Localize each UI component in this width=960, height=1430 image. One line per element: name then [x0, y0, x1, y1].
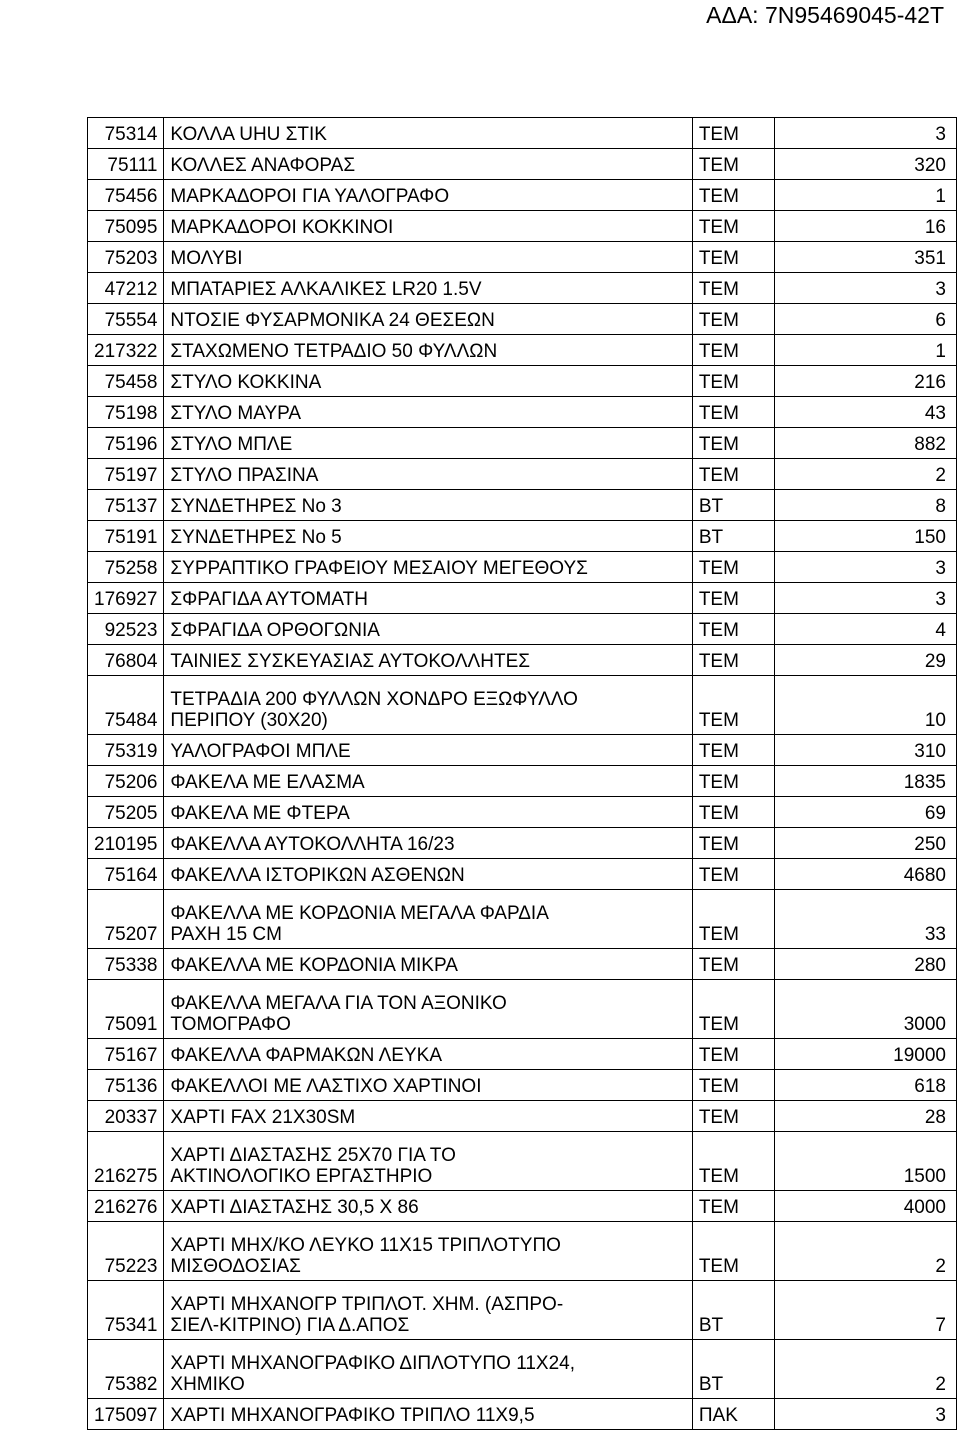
item-quantity-cell: 250 [775, 828, 957, 859]
item-description-cell: ΜΠΑΤΑΡΙΕΣ ΑΛΚΑΛΙΚΕΣ LR20 1.5V [164, 273, 692, 304]
item-code-cell: 75198 [88, 397, 164, 428]
table-row [88, 1191, 957, 1222]
item-description-cell: ΣΥΝΔΕΤΗΡΕΣ Νο 3 [164, 490, 692, 521]
item-quantity-cell: 310 [775, 735, 957, 766]
item-code-cell: 75458 [88, 366, 164, 397]
item-code-cell: 20337 [88, 1101, 164, 1132]
item-quantity-cell: 33 [775, 890, 957, 949]
item-description-cell: ΣΦΡΑΓΙΔΑ ΟΡΘΟΓΩΝΙΑ [164, 614, 692, 645]
item-unit-cell: ΤΕΜ [692, 645, 775, 676]
item-quantity-cell: 3 [775, 273, 957, 304]
item-description-cell: ΜΑΡΚΑΔΟΡΟΙ ΓΙΑ ΥΑΛΟΓΡΑΦΟ [164, 180, 692, 211]
table-row [88, 304, 957, 335]
item-unit-cell: ΤΕΜ [692, 118, 775, 149]
table-row [88, 676, 957, 735]
table-row [88, 583, 957, 614]
item-code-cell: 75196 [88, 428, 164, 459]
item-description-cell: ΦΑΚΕΛΑ ΜΕ ΕΛΑΣΜΑ [164, 766, 692, 797]
item-description-cell: ΧΑΡΤΙ FAX 21X30SM [164, 1101, 692, 1132]
item-code-cell: 75206 [88, 766, 164, 797]
table-row [88, 397, 957, 428]
item-description-cell: ΣΥΝΔΕΤΗΡΕΣ Νο 5 [164, 521, 692, 552]
table-row [88, 949, 957, 980]
table-row [88, 890, 957, 949]
item-description-cell: ΝΤΟΣΙΕ ΦΥΣΑΡΜΟΝΙΚΑ 24 ΘΕΣΕΩΝ [164, 304, 692, 335]
item-description-cell: ΜΑΡΚΑΔΟΡΟΙ ΚΟΚΚΙΝΟΙ [164, 211, 692, 242]
items-table [87, 117, 957, 1430]
table-row [88, 366, 957, 397]
table-row [88, 428, 957, 459]
item-unit-cell: ΤΕΜ [692, 614, 775, 645]
item-quantity-cell: 4000 [775, 1191, 957, 1222]
item-quantity-cell: 618 [775, 1070, 957, 1101]
item-description-cell: ΧΑΡΤΙ ΜΗΧ/ΚΟ ΛΕΥΚΟ 11Χ15 ΤΡΙΠΛΟΤΥΠΟ ΜΙΣΘΟΔΟΣΙΑΣ [164, 1222, 692, 1281]
table-row [88, 1399, 957, 1430]
item-quantity-cell: 43 [775, 397, 957, 428]
item-description-cell: ΦΑΚΕΛΛΑ ΑΥΤΟΚΟΛΛΗΤΑ 16/23 [164, 828, 692, 859]
item-unit-cell: ΤΕΜ [692, 676, 775, 735]
item-quantity-cell: 150 [775, 521, 957, 552]
table-row [88, 1070, 957, 1101]
table-row [88, 1281, 957, 1340]
item-code-cell: 75191 [88, 521, 164, 552]
items-table-body [88, 118, 957, 1430]
table-row [88, 859, 957, 890]
item-description-cell: ΧΑΡΤΙ ΜΗΧΑΝΟΓΡΑΦΙΚΟ ΔΙΠΛΟΤΥΠΟ 11Χ24, ΧΗΜΙΚΟ [164, 1340, 692, 1399]
item-quantity-cell: 29 [775, 645, 957, 676]
item-description-cell: ΦΑΚΕΛΛΑ ΜΕΓΑΛΑ ΓΙΑ ΤΟΝ ΑΞΟΝΙΚΟ ΤΟΜΟΓΡΑΦΟ [164, 980, 692, 1039]
item-unit-cell: ΤΕΜ [692, 397, 775, 428]
item-description-cell: ΚΟΛΛΕΣ ΑΝΑΦΟΡΑΣ [164, 149, 692, 180]
item-unit-cell: ΤΕΜ [692, 1039, 775, 1070]
table-row [88, 1039, 957, 1070]
item-code-cell: 47212 [88, 273, 164, 304]
item-quantity-cell: 8 [775, 490, 957, 521]
item-unit-cell: ΒΤ [692, 1281, 775, 1340]
item-quantity-cell: 3000 [775, 980, 957, 1039]
item-code-cell: 175097 [88, 1399, 164, 1430]
table-row [88, 211, 957, 242]
item-description-cell: ΦΑΚΕΛΛΑ ΜΕ ΚΟΡΔΟΝΙΑ ΜΕΓΑΛΑ ΦΑΡΔΙΑ ΡΑΧΗ 15 CM [164, 890, 692, 949]
item-quantity-cell: 6 [775, 304, 957, 335]
item-code-cell: 75338 [88, 949, 164, 980]
item-unit-cell: ΤΕΜ [692, 180, 775, 211]
table-row [88, 490, 957, 521]
item-description-cell: ΣΤΑΧΩΜΕΝΟ ΤΕΤΡΑΔΙΟ 50 ΦΥΛΛΩΝ [164, 335, 692, 366]
item-unit-cell: ΤΕΜ [692, 242, 775, 273]
table-row [88, 828, 957, 859]
item-code-cell: 210195 [88, 828, 164, 859]
table-row [88, 335, 957, 366]
item-description-cell: ΣΤΥΛΟ ΠΡΑΣΙΝΑ [164, 459, 692, 490]
table-row [88, 1132, 957, 1191]
item-quantity-cell: 4 [775, 614, 957, 645]
item-code-cell: 75167 [88, 1039, 164, 1070]
table-row [88, 645, 957, 676]
item-description-cell: ΧΑΡΤΙ ΜΗΧΑΝΟΓΡ ΤΡΙΠΛΟΤ. ΧΗΜ. (ΑΣΠΡΟ- ΣΙΕΛ-ΚΙΤΡΙΝΟ) ΓΙΑ Δ.ΑΠΟΣ [164, 1281, 692, 1340]
item-quantity-cell: 351 [775, 242, 957, 273]
item-unit-cell: ΤΕΜ [692, 149, 775, 180]
table-row [88, 149, 957, 180]
item-quantity-cell: 2 [775, 1340, 957, 1399]
item-quantity-cell: 320 [775, 149, 957, 180]
item-code-cell: 75456 [88, 180, 164, 211]
item-code-cell: 75341 [88, 1281, 164, 1340]
item-quantity-cell: 10 [775, 676, 957, 735]
item-unit-cell: ΤΕΜ [692, 828, 775, 859]
item-description-cell: ΥΑΛΟΓΡΑΦΟΙ ΜΠΛΕ [164, 735, 692, 766]
item-description-cell: ΦΑΚΕΛΑ ΜΕ ΦΤΕΡΑ [164, 797, 692, 828]
item-unit-cell: ΤΕΜ [692, 428, 775, 459]
item-code-cell: 75164 [88, 859, 164, 890]
item-quantity-cell: 7 [775, 1281, 957, 1340]
item-unit-cell: ΤΕΜ [692, 1222, 775, 1281]
item-code-cell: 75197 [88, 459, 164, 490]
item-quantity-cell: 882 [775, 428, 957, 459]
item-code-cell: 75314 [88, 118, 164, 149]
item-unit-cell: ΤΕΜ [692, 1070, 775, 1101]
table-row [88, 273, 957, 304]
item-description-cell: ΧΑΡΤΙ ΜΗΧΑΝΟΓΡΑΦΙΚΟ ΤΡΙΠΛΟ 11Χ9,5 [164, 1399, 692, 1430]
item-quantity-cell: 3 [775, 118, 957, 149]
item-description-cell: ΦΑΚΕΛΛΑ ΙΣΤΟΡΙΚΩΝ ΑΣΘΕΝΩΝ [164, 859, 692, 890]
table-row [88, 552, 957, 583]
item-description-cell: ΣΤΥΛΟ ΜΠΛΕ [164, 428, 692, 459]
item-quantity-cell: 4680 [775, 859, 957, 890]
item-quantity-cell: 1500 [775, 1132, 957, 1191]
item-code-cell: 75205 [88, 797, 164, 828]
item-unit-cell: ΤΕΜ [692, 335, 775, 366]
item-unit-cell: ΤΕΜ [692, 1191, 775, 1222]
item-quantity-cell: 216 [775, 366, 957, 397]
item-unit-cell: ΤΕΜ [692, 366, 775, 397]
item-code-cell: 75207 [88, 890, 164, 949]
item-quantity-cell: 2 [775, 1222, 957, 1281]
item-unit-cell: ΒΤ [692, 521, 775, 552]
item-unit-cell: ΤΕΜ [692, 1101, 775, 1132]
item-description-cell: ΧΑΡΤΙ ΔΙΑΣΤΑΣΗΣ 30,5 Χ 86 [164, 1191, 692, 1222]
item-unit-cell: ΒΤ [692, 490, 775, 521]
item-unit-cell: ΠΑΚ [692, 1399, 775, 1430]
item-code-cell: 216275 [88, 1132, 164, 1191]
item-unit-cell: ΤΕΜ [692, 797, 775, 828]
item-unit-cell: ΤΕΜ [692, 552, 775, 583]
table-row [88, 242, 957, 273]
item-unit-cell: ΤΕΜ [692, 949, 775, 980]
item-quantity-cell: 1 [775, 335, 957, 366]
item-quantity-cell: 1 [775, 180, 957, 211]
item-description-cell: ΤΑΙΝΙΕΣ ΣΥΣΚΕΥΑΣΙΑΣ ΑΥΤΟΚΟΛΛΗΤΕΣ [164, 645, 692, 676]
table-row [88, 1222, 957, 1281]
item-code-cell: 75095 [88, 211, 164, 242]
table-row [88, 766, 957, 797]
item-description-cell: ΧΑΡΤΙ ΔΙΑΣΤΑΣΗΣ 25Χ70 ΓΙΑ ΤΟ ΑΚΤΙΝΟΛΟΓΙΚΟ ΕΡΓΑΣΤΗΡΙΟ [164, 1132, 692, 1191]
table-row [88, 797, 957, 828]
item-code-cell: 75137 [88, 490, 164, 521]
item-description-cell: ΤΕΤΡΑΔΙΑ 200 ΦΥΛΛΩΝ ΧΟΝΔΡΟ ΕΞΩΦΥΛΛΟ ΠΕΡΙΠΟΥ (30Χ20) [164, 676, 692, 735]
item-unit-cell: ΤΕΜ [692, 583, 775, 614]
item-description-cell: ΦΑΚΕΛΛΑ ΜΕ ΚΟΡΔΟΝΙΑ ΜΙΚΡΑ [164, 949, 692, 980]
item-code-cell: 75136 [88, 1070, 164, 1101]
item-quantity-cell: 28 [775, 1101, 957, 1132]
item-unit-cell: ΒΤ [692, 1340, 775, 1399]
item-unit-cell: ΤΕΜ [692, 890, 775, 949]
item-unit-cell: ΤΕΜ [692, 211, 775, 242]
item-description-cell: ΦΑΚΕΛΛΑ ΦΑΡΜΑΚΩΝ ΛΕΥΚΑ [164, 1039, 692, 1070]
table-row [88, 735, 957, 766]
item-description-cell: ΚΟΛΛΑ UHU ΣΤΙΚ [164, 118, 692, 149]
item-code-cell: 75203 [88, 242, 164, 273]
item-quantity-cell: 280 [775, 949, 957, 980]
table-row [88, 980, 957, 1039]
item-code-cell: 92523 [88, 614, 164, 645]
item-quantity-cell: 16 [775, 211, 957, 242]
item-code-cell: 76804 [88, 645, 164, 676]
item-code-cell: 75091 [88, 980, 164, 1039]
item-code-cell: 75484 [88, 676, 164, 735]
table-row [88, 1340, 957, 1399]
item-quantity-cell: 2 [775, 459, 957, 490]
table-row [88, 521, 957, 552]
item-code-cell: 217322 [88, 335, 164, 366]
table-row [88, 1101, 957, 1132]
item-quantity-cell: 69 [775, 797, 957, 828]
item-unit-cell: ΤΕΜ [692, 1132, 775, 1191]
item-quantity-cell: 3 [775, 1399, 957, 1430]
item-unit-cell: ΤΕΜ [692, 304, 775, 335]
item-code-cell: 75223 [88, 1222, 164, 1281]
item-code-cell: 216276 [88, 1191, 164, 1222]
item-unit-cell: ΤΕΜ [692, 859, 775, 890]
table-row [88, 459, 957, 490]
item-unit-cell: ΤΕΜ [692, 766, 775, 797]
item-description-cell: ΣΦΡΑΓΙΔΑ ΑΥΤΟΜΑΤΗ [164, 583, 692, 614]
item-unit-cell: ΤΕΜ [692, 735, 775, 766]
item-quantity-cell: 3 [775, 552, 957, 583]
item-code-cell: 75554 [88, 304, 164, 335]
item-code-cell: 176927 [88, 583, 164, 614]
item-quantity-cell: 1835 [775, 766, 957, 797]
item-unit-cell: ΤΕΜ [692, 459, 775, 490]
item-quantity-cell: 19000 [775, 1039, 957, 1070]
table-row [88, 614, 957, 645]
table-row [88, 118, 957, 149]
item-code-cell: 75111 [88, 149, 164, 180]
item-description-cell: ΣΤΥΛΟ ΜΑΥΡΑ [164, 397, 692, 428]
item-code-cell: 75319 [88, 735, 164, 766]
table-row [88, 180, 957, 211]
item-unit-cell: ΤΕΜ [692, 980, 775, 1039]
item-code-cell: 75258 [88, 552, 164, 583]
document-ada-code: ΑΔΑ: 7Ν95469045-42Τ [706, 2, 944, 28]
item-description-cell: ΦΑΚΕΛΛΟΙ ΜΕ ΛΑΣΤΙΧΟ ΧΑΡΤΙΝΟΙ [164, 1070, 692, 1101]
item-description-cell: ΣΥΡΡΑΠΤΙΚΟ ΓΡΑΦΕΙΟΥ ΜΕΣΑΙΟΥ ΜΕΓΕΘΟΥΣ [164, 552, 692, 583]
item-unit-cell: ΤΕΜ [692, 273, 775, 304]
item-description-cell: ΣΤΥΛΟ ΚΟΚΚΙΝΑ [164, 366, 692, 397]
item-description-cell: ΜΟΛΥΒΙ [164, 242, 692, 273]
item-quantity-cell: 3 [775, 583, 957, 614]
item-code-cell: 75382 [88, 1340, 164, 1399]
